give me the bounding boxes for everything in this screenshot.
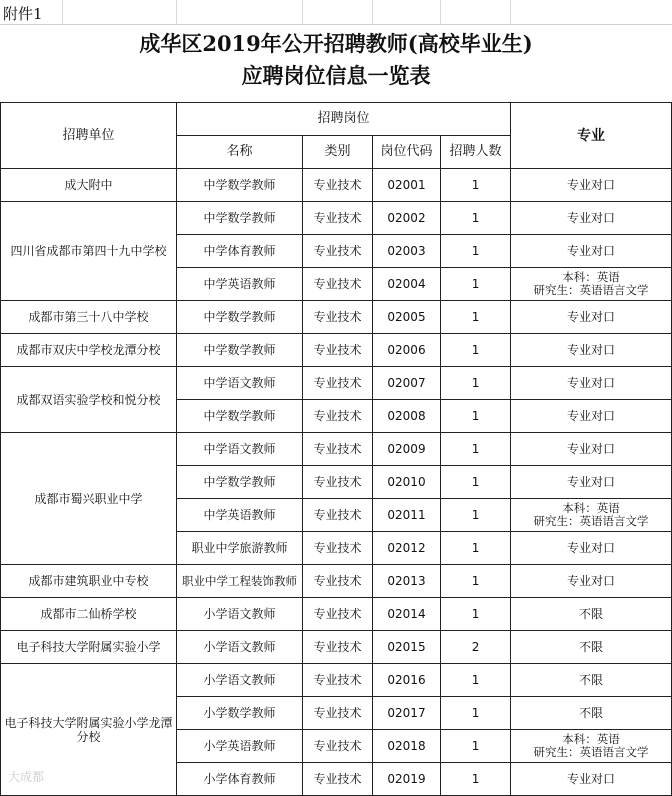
header-post-group: 招聘岗位 xyxy=(177,103,511,136)
major-cell xyxy=(511,532,672,565)
major-cell xyxy=(511,730,672,763)
category-cell: 专业技术 xyxy=(303,202,373,235)
post-name-cell: 中学体育教师 xyxy=(177,235,303,268)
count-cell: 1 xyxy=(441,202,511,235)
category-cell: 专业技术 xyxy=(303,433,373,466)
major-line: 专业对口 xyxy=(567,442,616,456)
category-cell: 专业技术 xyxy=(303,664,373,697)
category-cell: 专业技术 xyxy=(303,565,373,598)
major-line: 本科：英语 xyxy=(562,501,620,515)
header-row-1 xyxy=(1,103,672,136)
major-line: 研究生：英语语言文学 xyxy=(533,745,649,759)
category-cell: 专业技术 xyxy=(303,499,373,532)
header-code: 岗位代码 xyxy=(373,136,441,169)
major-cell xyxy=(511,499,672,532)
category-cell: 专业技术 xyxy=(303,367,373,400)
category-cell: 专业技术 xyxy=(303,400,373,433)
table-row xyxy=(1,169,672,202)
count-cell: 1 xyxy=(441,565,511,598)
major-cell xyxy=(511,235,672,268)
code-cell: 02015 xyxy=(373,631,441,664)
major-cell xyxy=(511,664,672,697)
category-cell: 专业技术 xyxy=(303,235,373,268)
major-line: 专业对口 xyxy=(567,574,616,588)
major-cell xyxy=(511,631,672,664)
category-cell: 专业技术 xyxy=(303,532,373,565)
major-line: 专业对口 xyxy=(567,475,616,489)
major-line: 专业对口 xyxy=(567,343,616,357)
count-cell: 1 xyxy=(441,730,511,763)
unit-cell: 四川省成都市第四十九中学校 xyxy=(1,202,177,301)
major-line: 专业对口 xyxy=(567,310,616,324)
unit-cell: 电子科技大学附属实验小学 xyxy=(1,631,177,664)
title-line-2: 应聘岗位信息一览表 xyxy=(241,63,431,88)
code-cell: 02017 xyxy=(373,697,441,730)
category-cell: 专业技术 xyxy=(303,169,373,202)
major-cell xyxy=(511,598,672,631)
major-line: 专业对口 xyxy=(567,541,616,555)
code-cell: 02002 xyxy=(373,202,441,235)
post-name-cell: 中学数学教师 xyxy=(177,202,303,235)
table-row xyxy=(1,598,672,631)
code-cell: 02019 xyxy=(373,763,441,796)
code-cell: 02018 xyxy=(373,730,441,763)
post-name-cell: 小学语文教师 xyxy=(177,664,303,697)
post-name-cell: 小学英语教师 xyxy=(177,730,303,763)
post-name-cell: 小学数学教师 xyxy=(177,697,303,730)
code-cell: 02009 xyxy=(373,433,441,466)
unit-cell: 成都市建筑职业中专校 xyxy=(1,565,177,598)
code-cell: 02007 xyxy=(373,367,441,400)
post-name-cell: 中学数学教师 xyxy=(177,334,303,367)
unit-cell: 成大附中 xyxy=(1,169,177,202)
code-cell: 02006 xyxy=(373,334,441,367)
watermark: 大成都 xyxy=(8,770,45,784)
title-line-1: 成华区2019年公开招聘教师(高校毕业生) xyxy=(139,31,533,56)
count-cell: 1 xyxy=(441,433,511,466)
major-cell xyxy=(511,169,672,202)
count-cell: 1 xyxy=(441,598,511,631)
unit-cell: 成都市蜀兴职业中学 xyxy=(1,433,177,565)
code-cell: 02012 xyxy=(373,532,441,565)
header-unit: 招聘单位 xyxy=(1,103,177,169)
post-name-cell: 中学语文教师 xyxy=(177,367,303,400)
recruitment-table xyxy=(0,102,672,796)
code-cell: 02003 xyxy=(373,235,441,268)
count-cell: 1 xyxy=(441,268,511,301)
major-line: 本科：英语 xyxy=(562,270,620,284)
post-name-cell: 职业中学旅游教师 xyxy=(177,532,303,565)
major-cell xyxy=(511,334,672,367)
major-line: 研究生：英语语言文学 xyxy=(533,283,649,297)
count-cell: 1 xyxy=(441,235,511,268)
table-row xyxy=(1,664,672,697)
major-cell xyxy=(511,400,672,433)
header-category: 类别 xyxy=(303,136,373,169)
major-cell xyxy=(511,367,672,400)
code-cell: 02011 xyxy=(373,499,441,532)
count-cell: 1 xyxy=(441,367,511,400)
code-cell: 02008 xyxy=(373,400,441,433)
category-cell: 专业技术 xyxy=(303,268,373,301)
category-cell: 专业技术 xyxy=(303,334,373,367)
header-major: 专业 xyxy=(511,103,672,169)
unit-cell: 成都市二仙桥学校 xyxy=(1,598,177,631)
code-cell: 02014 xyxy=(373,598,441,631)
post-name-cell: 中学数学教师 xyxy=(177,466,303,499)
table-row xyxy=(1,631,672,664)
major-line: 研究生：英语语言文学 xyxy=(533,514,649,528)
count-cell: 1 xyxy=(441,400,511,433)
category-cell: 专业技术 xyxy=(303,631,373,664)
post-name-cell: 中学数学教师 xyxy=(177,400,303,433)
count-cell: 1 xyxy=(441,532,511,565)
major-line: 专业对口 xyxy=(567,376,616,390)
table-row xyxy=(1,433,672,466)
table-row xyxy=(1,565,672,598)
header-count: 招聘人数 xyxy=(441,136,511,169)
count-cell: 1 xyxy=(441,697,511,730)
post-name-cell: 职业中学工程装饰教师 xyxy=(177,565,303,598)
count-cell: 1 xyxy=(441,466,511,499)
category-cell: 专业技术 xyxy=(303,697,373,730)
page-title xyxy=(0,28,672,92)
major-line: 专业对口 xyxy=(567,244,616,258)
count-cell: 1 xyxy=(441,763,511,796)
code-cell: 02013 xyxy=(373,565,441,598)
major-cell xyxy=(511,202,672,235)
major-cell xyxy=(511,565,672,598)
count-cell: 1 xyxy=(441,334,511,367)
major-cell xyxy=(511,433,672,466)
attachment-label: 附件1 xyxy=(3,5,43,23)
post-name-cell: 中学数学教师 xyxy=(177,301,303,334)
count-cell: 1 xyxy=(441,301,511,334)
major-line: 专业对口 xyxy=(567,211,616,225)
post-name-cell: 中学英语教师 xyxy=(177,268,303,301)
code-cell: 02001 xyxy=(373,169,441,202)
major-cell xyxy=(511,301,672,334)
post-name-cell: 中学语文教师 xyxy=(177,433,303,466)
major-line: 专业对口 xyxy=(567,772,616,786)
code-cell: 02010 xyxy=(373,466,441,499)
code-cell: 02016 xyxy=(373,664,441,697)
major-cell xyxy=(511,268,672,301)
post-name-cell: 小学体育教师 xyxy=(177,763,303,796)
post-name-cell: 中学数学教师 xyxy=(177,169,303,202)
category-cell: 专业技术 xyxy=(303,730,373,763)
code-cell: 02005 xyxy=(373,301,441,334)
major-cell xyxy=(511,697,672,730)
category-cell: 专业技术 xyxy=(303,466,373,499)
unit-cell: 成都市第三十八中学校 xyxy=(1,301,177,334)
major-line: 不限 xyxy=(579,706,604,720)
major-line: 不限 xyxy=(579,640,604,654)
code-cell: 02004 xyxy=(373,268,441,301)
post-name-cell: 中学英语教师 xyxy=(177,499,303,532)
major-line: 本科：英语 xyxy=(562,732,620,746)
table-row xyxy=(1,334,672,367)
table-row xyxy=(1,367,672,400)
table-body xyxy=(1,169,672,796)
category-cell: 专业技术 xyxy=(303,598,373,631)
unit-cell: 成都市双庆中学校龙潭分校 xyxy=(1,334,177,367)
post-name-cell: 小学语文教师 xyxy=(177,631,303,664)
category-cell: 专业技术 xyxy=(303,763,373,796)
major-line: 不限 xyxy=(579,673,604,687)
major-line: 专业对口 xyxy=(567,409,616,423)
major-cell xyxy=(511,466,672,499)
spreadsheet-top-grid xyxy=(0,0,672,25)
table-row xyxy=(1,301,672,334)
major-line: 专业对口 xyxy=(567,178,616,192)
major-cell xyxy=(511,763,672,796)
unit-cell: 成都双语实验学校和悦分校 xyxy=(1,367,177,433)
count-cell: 1 xyxy=(441,499,511,532)
post-name-cell: 小学语文教师 xyxy=(177,598,303,631)
table-row xyxy=(1,202,672,235)
count-cell: 1 xyxy=(441,169,511,202)
major-line: 不限 xyxy=(579,607,604,621)
count-cell: 1 xyxy=(441,664,511,697)
count-cell: 2 xyxy=(441,631,511,664)
unit-cell: 电子科技大学附属实验小学龙潭分校 xyxy=(1,664,177,796)
header-name: 名称 xyxy=(177,136,303,169)
category-cell: 专业技术 xyxy=(303,301,373,334)
